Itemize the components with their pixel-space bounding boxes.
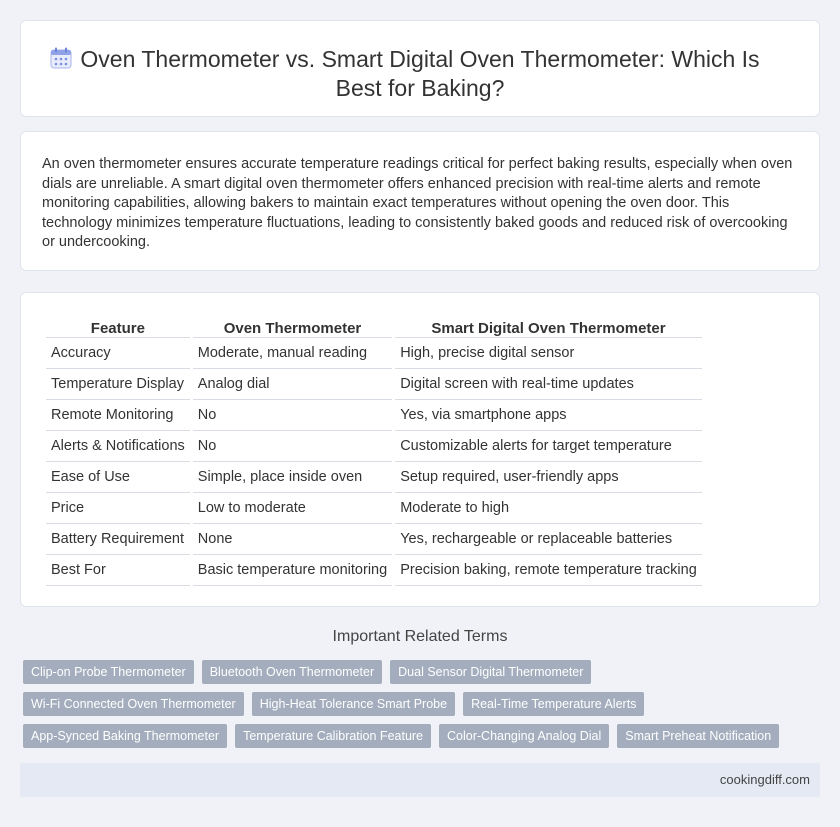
table-row <box>46 369 702 400</box>
intro-paragraph: An oven thermometer ensures accurate temperature readings critical for perfect baking results, especially when oven dials are unreliable. A smart digital oven thermometer offers enhanced precision with real-time alerts and remote monitoring capabilities, allowing bakers to maintain exact temperatures without opening the oven door. This technology minimizes temperature fluctuations, leading to consistently baked goods and reduced risk of overcooking or undercooking. <box>42 156 793 250</box>
related-term-tag[interactable]: App-Synced Baking Thermometer <box>23 724 227 748</box>
column-header-oven-thermometer: Oven Thermometer <box>193 317 392 338</box>
table-row <box>46 431 702 462</box>
related-terms-heading: Important Related Terms <box>332 628 508 645</box>
table-header-row <box>46 317 702 338</box>
related-terms-list <box>23 660 803 748</box>
table-cell: Battery Requirement <box>46 524 190 555</box>
table-cell: Remote Monitoring <box>46 400 190 431</box>
table-cell: No <box>193 400 392 431</box>
table-cell: Accuracy <box>46 338 190 369</box>
column-header-feature: Feature <box>46 317 190 338</box>
table-cell: Digital screen with real-time updates <box>395 369 702 400</box>
table-cell: Setup required, user-friendly apps <box>395 462 702 493</box>
table-cell: Yes, via smartphone apps <box>395 400 702 431</box>
related-term-tag[interactable]: Temperature Calibration Feature <box>235 724 431 748</box>
page-title: Oven Thermometer vs. Smart Digital Oven Thermometer: Which Is Best for Baking? <box>80 46 760 101</box>
footer-site-link[interactable]: cookingdiff.com <box>719 772 810 787</box>
table-cell: Temperature Display <box>46 369 190 400</box>
table-cell: Price <box>46 493 190 524</box>
table-cell: None <box>193 524 392 555</box>
table-cell: Simple, place inside oven <box>193 462 392 493</box>
table-cell: Basic temperature monitoring <box>193 555 392 586</box>
table-cell: Moderate to high <box>395 493 702 524</box>
title-card <box>20 20 820 117</box>
table-cell: Best For <box>46 555 190 586</box>
comparison-table <box>43 317 705 586</box>
table-row <box>46 555 702 586</box>
column-header-smart-thermometer: Smart Digital Oven Thermometer <box>395 317 702 338</box>
related-term-tag[interactable]: Color-Changing Analog Dial <box>439 724 609 748</box>
related-term-tag[interactable]: High-Heat Tolerance Smart Probe <box>252 692 455 716</box>
table-cell: Ease of Use <box>46 462 190 493</box>
table-row <box>46 493 702 524</box>
table-row <box>46 400 702 431</box>
table-cell: Alerts & Notifications <box>46 431 190 462</box>
table-row <box>46 338 702 369</box>
related-term-tag[interactable]: Wi-Fi Connected Oven Thermometer <box>23 692 244 716</box>
related-term-tag[interactable]: Bluetooth Oven Thermometer <box>202 660 382 684</box>
table-cell: Low to moderate <box>193 493 392 524</box>
table-cell: Yes, rechargeable or replaceable batteries <box>395 524 702 555</box>
intro-card <box>20 131 820 271</box>
comparison-card <box>20 292 820 607</box>
related-term-tag[interactable]: Dual Sensor Digital Thermometer <box>390 660 591 684</box>
related-term-tag[interactable]: Real-Time Temperature Alerts <box>463 692 644 716</box>
table-cell: High, precise digital sensor <box>395 338 702 369</box>
related-term-tag[interactable]: Smart Preheat Notification <box>617 724 779 748</box>
table-cell: Precision baking, remote temperature tracking <box>395 555 702 586</box>
table-cell: No <box>193 431 392 462</box>
footer <box>20 763 820 797</box>
table-row <box>46 524 702 555</box>
table-cell: Analog dial <box>193 369 392 400</box>
table-cell: Customizable alerts for target temperature <box>395 431 702 462</box>
table-row <box>46 462 702 493</box>
table-cell: Moderate, manual reading <box>193 338 392 369</box>
related-term-tag[interactable]: Clip-on Probe Thermometer <box>23 660 194 684</box>
